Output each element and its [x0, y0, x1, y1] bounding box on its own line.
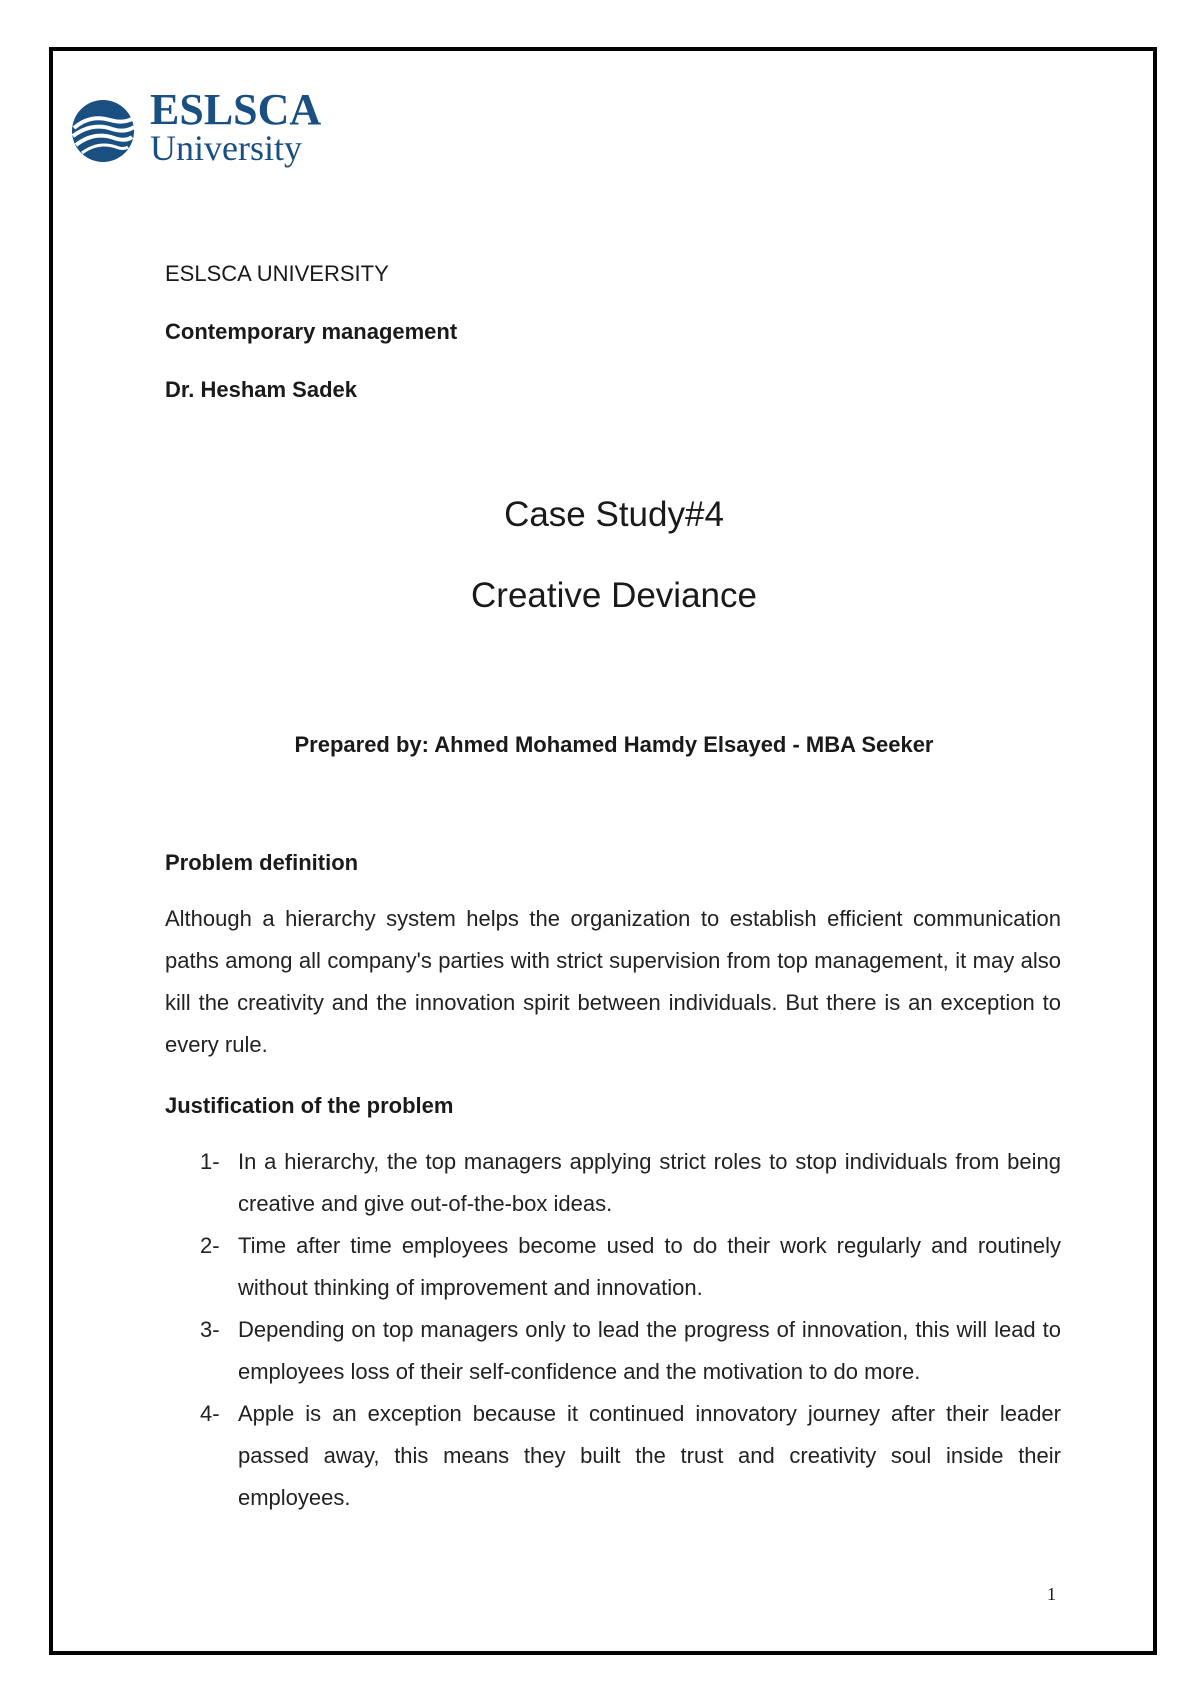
logo-wordmark-line1: ESLSCA — [150, 85, 322, 134]
eslsca-logo — [70, 85, 330, 172]
list-item-text: Depending on top managers only to lead the progress of innovation, this will lead to employees loss of their self-confidence and the motivation to do more. — [238, 1317, 1061, 1384]
list-item — [200, 1393, 1061, 1519]
problem-definition-text: Although a hierarchy system helps the organization to establish efficient communication paths among all company's parties with strict supervision from top management, it may also kill the creativity and the innovation spirit between individuals. But there is an exception to every rule. — [165, 906, 1061, 1057]
list-item-number: 2- — [200, 1233, 220, 1258]
list-item-number: 3- — [200, 1317, 220, 1342]
list-item-text: Apple is an exception because it continued innovatory journey after their leader passed away, this means they built the trust and creativity soul inside their employees. — [238, 1401, 1061, 1510]
justification-heading: Justification of the problem — [165, 1093, 454, 1118]
list-item — [200, 1309, 1061, 1393]
list-item — [200, 1141, 1061, 1225]
document-title: Case Study#4 — [504, 495, 724, 534]
list-item-text: In a hierarchy, the top managers applying strict roles to stop individuals from being creative and give out-of-the-box ideas. — [238, 1149, 1061, 1216]
course-name: Contemporary management — [165, 319, 458, 344]
instructor-name: Dr. Hesham Sadek — [165, 377, 357, 402]
wave-emblem-icon — [70, 98, 136, 164]
page-number: 1 — [1047, 1584, 1056, 1604]
logo-wordmark-line2: University — [150, 128, 302, 168]
list-item-number: 4- — [200, 1401, 220, 1426]
list-item-number: 1- — [200, 1149, 220, 1174]
university-name: ESLSCA UNIVERSITY — [165, 261, 389, 286]
problem-definition-heading: Problem definition — [165, 850, 359, 875]
list-item-text: Time after time employees become used to do their work regularly and routinely without thinking of improvement and innovation. — [238, 1233, 1061, 1300]
list-item — [200, 1225, 1061, 1309]
justification-list — [200, 1141, 1061, 1519]
document-subtitle: Creative Deviance — [471, 576, 757, 615]
prepared-by: Prepared by: Ahmed Mohamed Hamdy Elsayed - MBA Seeker — [294, 732, 934, 757]
